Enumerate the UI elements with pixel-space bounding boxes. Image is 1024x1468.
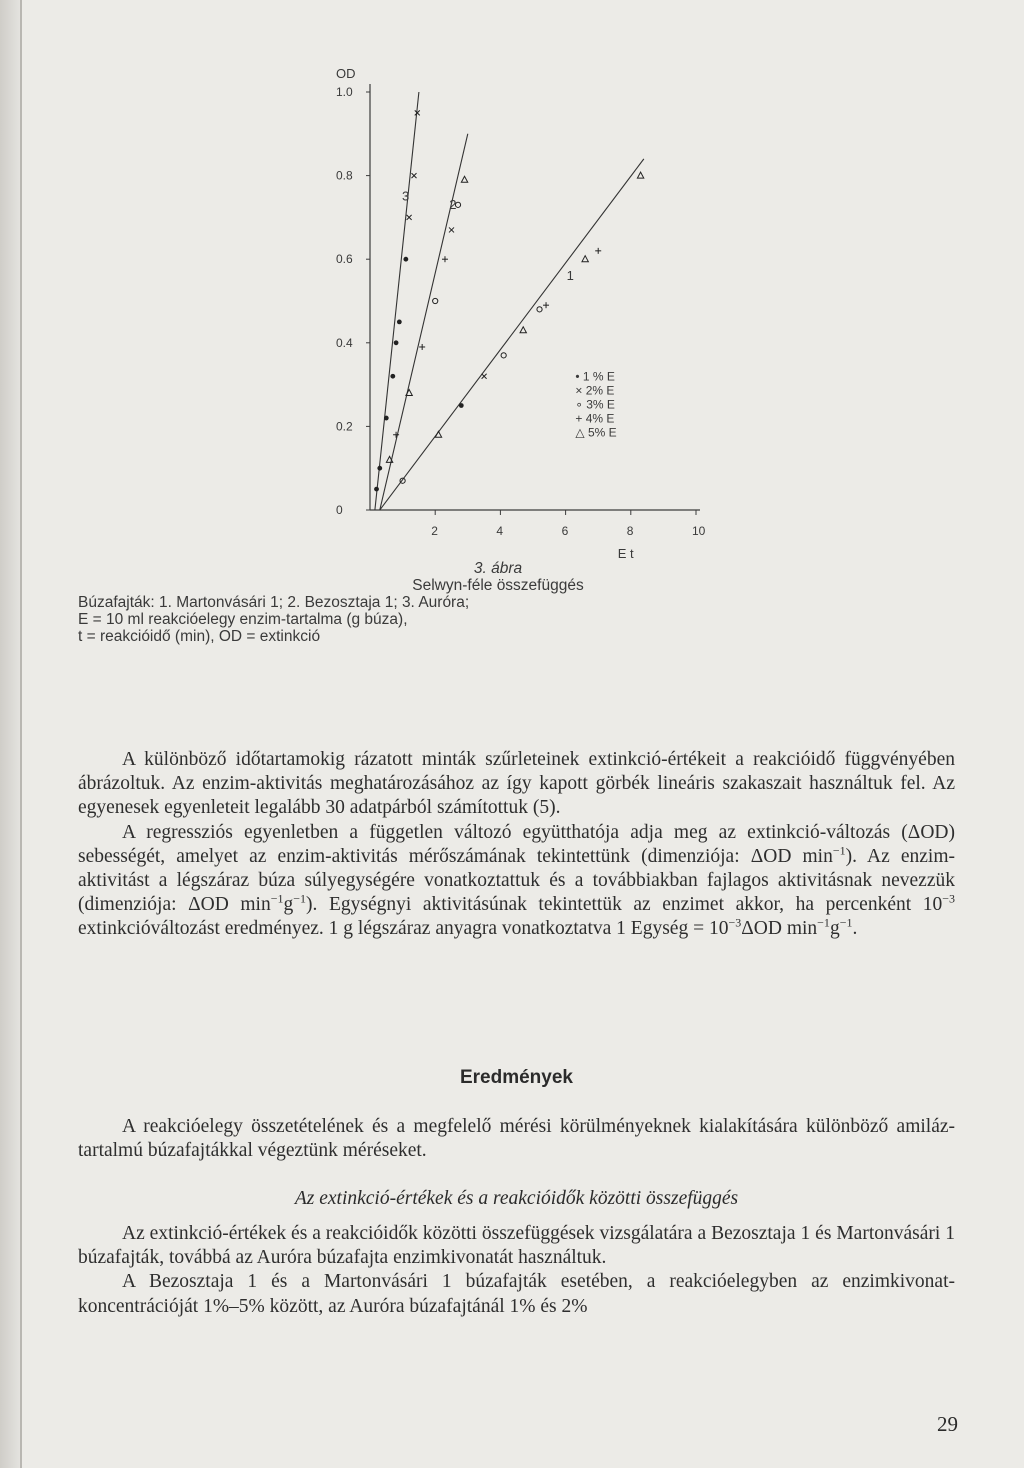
x-axis-label: E t xyxy=(617,546,634,561)
body-text-block-1 xyxy=(78,748,955,942)
page-edge xyxy=(0,0,22,1468)
paragraph-4: Az extinkció-értékek és a reakcióidők közötti összefüggések vizsgálatára a Bezosztaja 1 és Martonvásári 1 búzafajták, továbbá az Auróra búzafajta enzimkivonatát használtuk. xyxy=(78,1223,955,1269)
triangle-marker xyxy=(461,176,467,182)
p2-part-a: A regressziós egyenletben a független változó együtthatója adja meg az extinkció-változás (ΔOD) sebességét, amelyet az enzim-aktivitás mérőszámának tekintettünk (dimenziója: ΔOD min xyxy=(78,821,955,867)
caption-line-2: E = 10 ml reakcióelegy enzim-tartalma (g búza), xyxy=(78,611,408,628)
dot-marker xyxy=(459,403,464,408)
p2-g-1: g xyxy=(283,894,294,916)
chart-ticks xyxy=(336,85,706,538)
dot-marker xyxy=(394,340,399,345)
data-point xyxy=(442,256,448,262)
figure-title: Selwyn-féle összefüggés xyxy=(412,577,584,594)
data-point xyxy=(377,466,382,471)
data-point xyxy=(595,248,601,254)
data-point xyxy=(394,340,399,345)
data-point xyxy=(374,487,379,492)
page-number: 29 xyxy=(937,1412,958,1436)
legend-entry: • 1 % E xyxy=(575,369,615,384)
series-label-1: 1 xyxy=(566,268,574,284)
data-point xyxy=(582,256,588,262)
series-label-3: 3 xyxy=(402,188,410,204)
p2-g-2: g xyxy=(829,918,840,940)
x-tick-label: 8 xyxy=(626,524,634,538)
data-point xyxy=(637,172,643,178)
dot-marker xyxy=(377,466,382,471)
p2-sup-7: −1 xyxy=(839,915,853,930)
x-tick-label: 4 xyxy=(496,524,504,538)
dot-marker xyxy=(397,320,402,325)
triangle-marker xyxy=(520,327,526,333)
p2-part-b: ). Az enzim-aktivitást a légszáraz búza súlyegységére vonatkoztattuk és a továbbiakban fajlagos aktivitásnak nevezzük (dimenziója: ΔOD min xyxy=(78,845,955,916)
chart-axes xyxy=(336,66,700,561)
y-tick-label: 0.4 xyxy=(336,335,353,350)
data-point xyxy=(461,176,467,182)
y-tick-label: 0.2 xyxy=(336,419,353,434)
data-point xyxy=(520,327,526,333)
p2-sup-6: −1 xyxy=(817,915,830,930)
x-tick-label: 6 xyxy=(561,524,569,538)
paragraph-1: A különböző időtartamokig rázatott minták szűrleteinek extinkció-értékeit a reakcióidő függvényében ábrázoltuk. Az enzim-aktivitás meghatározásához az így kapott görbék lineáris szakaszait használtuk fel. Az egyenesek egyenleteit legalább 30 adatpárból számítottuk (5). xyxy=(78,749,955,819)
series-label-2: 2 xyxy=(449,197,457,213)
chart-legend xyxy=(575,369,616,439)
data-point xyxy=(501,353,506,358)
data-point xyxy=(449,227,454,232)
section-heading: Eredmények xyxy=(459,1067,573,1088)
dot-marker xyxy=(384,416,389,421)
legend-entry: × 2% E xyxy=(575,383,615,398)
caption-line-1: Búzafajták: 1. Martonvásári 1; 2. Bezosztaja 1; 3. Auróra; xyxy=(78,594,470,611)
paragraph-5: A Bezosztaja 1 és a Martonvásári 1 búzafajták esetében, a reakcióelegyben az enzimkivonat-koncentrációját 1%–5% között, az Auróra búzafajtánál 1% és 2% xyxy=(78,1271,955,1317)
p2-part-f: . xyxy=(852,918,858,940)
p2-part-d: extinkcióváltozást eredményez. 1 g légszáraz anyagra vonatkoztatva 1 Egység = 10 xyxy=(78,918,729,940)
dot-marker xyxy=(374,487,379,492)
data-point xyxy=(390,374,395,379)
triangle-marker xyxy=(637,172,643,178)
y-tick-label: 0 xyxy=(336,503,343,517)
book-spine-line xyxy=(20,0,22,1468)
p2-sup-4: −3 xyxy=(942,891,955,906)
chart-lines xyxy=(375,92,644,510)
paragraph-3: A reakcióelegy összetételének és a megfelelő mérési körülményeknek kialakítására különböző amiláz-tartalmú búzafajtákkal végeztünk méréseket. xyxy=(78,1116,955,1162)
data-point xyxy=(543,302,549,308)
caption-line-3: t = reakcióidő (min), OD = extinkció xyxy=(78,628,321,645)
data-point xyxy=(459,403,464,408)
y-axis-label: OD xyxy=(336,66,356,81)
circle-marker xyxy=(433,298,438,303)
x-tick-label: 10 xyxy=(692,524,706,538)
data-point xyxy=(537,307,542,312)
data-point xyxy=(407,215,412,220)
figure-number: 3. ábra xyxy=(473,560,523,577)
section-subheading: Az extinkció-értékek és a reakcióidők közötti összefüggés xyxy=(294,1188,739,1209)
p2-sup-5: −3 xyxy=(728,915,742,930)
legend-entry: ∘ 3% E xyxy=(575,397,615,412)
p2-part-e: ΔOD min xyxy=(741,918,818,940)
body-text-block-3 xyxy=(78,1222,955,1319)
figure-caption xyxy=(78,560,718,645)
series-line-2 xyxy=(380,134,468,510)
y-tick-label: 1.0 xyxy=(336,85,353,99)
circle-marker xyxy=(501,353,506,358)
p2-sup-2: −1 xyxy=(270,891,284,906)
data-point xyxy=(482,374,487,379)
data-point xyxy=(412,173,417,178)
body-text-block-2 xyxy=(78,1115,955,1163)
triangle-marker xyxy=(582,256,588,262)
data-point xyxy=(403,257,408,262)
dot-marker xyxy=(403,257,408,262)
y-tick-label: 0.8 xyxy=(336,168,353,183)
legend-entry: + 4% E xyxy=(575,411,615,426)
series-line-1 xyxy=(380,159,644,510)
data-point xyxy=(384,416,389,421)
paragraph-2 xyxy=(78,821,955,942)
data-point xyxy=(419,344,425,350)
p2-sup-1: −1 xyxy=(832,843,846,858)
x-tick-label: 2 xyxy=(431,524,438,538)
y-tick-label: 0.6 xyxy=(336,252,353,267)
p2-sup-3: −1 xyxy=(293,891,307,906)
legend-entry: △ 5% E xyxy=(575,425,617,440)
selwyn-chart xyxy=(300,30,720,561)
data-point xyxy=(433,298,438,303)
circle-marker xyxy=(537,307,542,312)
series-line-3 xyxy=(375,92,419,510)
dot-marker xyxy=(390,374,395,379)
data-point xyxy=(397,320,402,325)
p2-part-c: ). Egységnyi aktivitásúnak tekintettük az enzimet akkor, ha percenként 10 xyxy=(306,894,943,916)
